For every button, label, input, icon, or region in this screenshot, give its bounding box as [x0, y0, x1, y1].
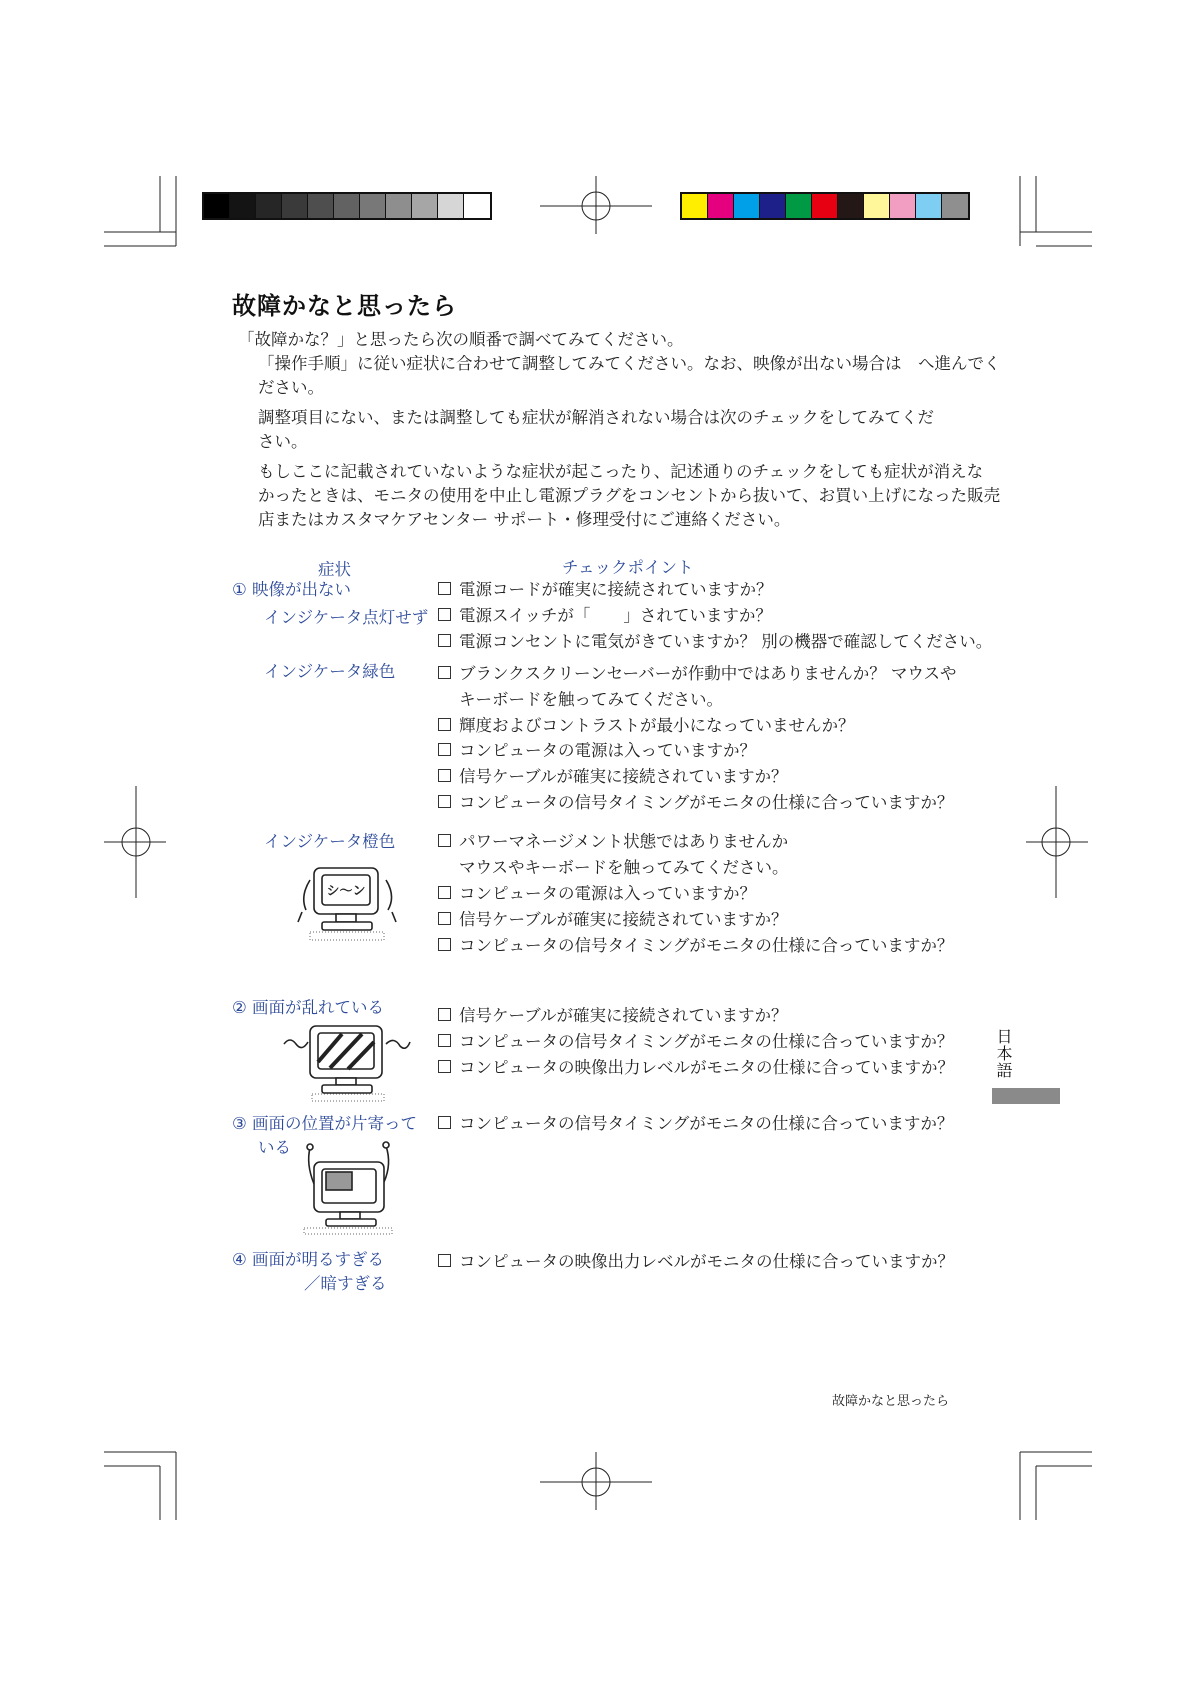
symptom-4-number: ④: [232, 1250, 247, 1269]
intro-para3-line2: かったときは、モニタの使用を中止し電源プラグをコンセントから抜いて、お買い上げになった販売: [258, 486, 1001, 505]
intro-para1-line1: 「操作手順」に従い症状に合わせて調整してみてください。なお、映像が出ない場合は へ進んでく: [258, 354, 1001, 373]
process-color-bar: [680, 192, 970, 220]
color-swatch: [942, 194, 968, 218]
symptom-3-text-continued: いる: [258, 1138, 291, 1157]
symptom-1-title: [232, 578, 351, 602]
check-item: [438, 604, 772, 628]
check-text: パワーマネージメント状態ではありませんか: [459, 832, 789, 851]
checkbox-icon: [438, 795, 451, 808]
symptom-2-title: [232, 996, 384, 1020]
symptom-1-number: ①: [232, 580, 247, 599]
check-text: キーボードを触ってみてください。: [459, 690, 723, 709]
check-item: [438, 662, 956, 686]
symptom-3-number: ③: [232, 1114, 247, 1133]
gray-swatch: [412, 194, 438, 218]
check-text: コンピュータの信号タイミングがモニタの仕様に合っていますか？: [459, 1114, 954, 1133]
intro-para2-line1: 調整項目にない、または調整しても症状が解消されない場合は次のチェックをしてみてくだ: [258, 408, 935, 427]
color-swatch: [890, 194, 916, 218]
checkbox-icon: [438, 834, 451, 847]
check-text: 電源スイッチが「 」されていますか？: [459, 606, 772, 625]
checkbox-icon: [438, 769, 451, 782]
check-item: [438, 908, 788, 932]
check-item: [438, 1004, 788, 1028]
check-item-continued: [459, 688, 723, 712]
checkbox-icon: [438, 1034, 451, 1047]
check-item: [438, 791, 953, 815]
page-title: 故障かなと思ったら: [232, 292, 457, 320]
symptom-2-number: ②: [232, 998, 247, 1017]
header-checkpoint: チェックポイント: [562, 558, 694, 577]
monitor-no-signal-illustration: [292, 862, 404, 944]
check-text: コンピュータの信号タイミングがモニタの仕様に合っていますか？: [459, 936, 954, 955]
symptom-1c-label: インジケータ橙色: [264, 832, 396, 851]
check-text: 輝度およびコントラストが最小になっていませんか？: [459, 716, 855, 735]
gray-swatch: [204, 194, 230, 218]
language-tab-bar: [992, 1088, 1060, 1104]
check-text: 電源コンセントに電気がきていますか？ 別の機器で確認してください。: [459, 632, 993, 651]
symptom-3-title: [232, 1112, 417, 1136]
checkbox-icon: [438, 1008, 451, 1021]
check-text: ブランクスクリーンセーバーが作動中ではありませんか？ マウスや: [459, 664, 957, 683]
checkbox-icon: [438, 1060, 451, 1073]
check-text: 信号ケーブルが確実に接続されていますか？: [459, 767, 788, 786]
check-item: [438, 1030, 953, 1054]
check-text: マウスやキーボードを触ってみてください。: [459, 858, 789, 877]
color-swatch: [786, 194, 812, 218]
gray-color-bar: [202, 192, 492, 220]
symptom-3-text: 画面の位置が片寄って: [252, 1114, 418, 1133]
check-item: [438, 630, 992, 654]
intro-line: 「故障かな？」と思ったら次の順番で調べてみてください。: [238, 330, 684, 349]
checkbox-icon: [438, 1254, 451, 1267]
color-swatch: [760, 194, 786, 218]
symptom-2-text: 画面が乱れている: [252, 998, 385, 1017]
check-item: [438, 1056, 954, 1080]
gray-swatch: [464, 194, 490, 218]
check-text: コンピュータの電源は入っていますか？: [459, 884, 756, 903]
gray-swatch: [438, 194, 464, 218]
color-swatch: [812, 194, 838, 218]
intro-para2-line2: さい。: [258, 432, 308, 451]
check-item: [438, 1112, 953, 1136]
gray-swatch: [334, 194, 360, 218]
monitor-screen-text: シ〜ン: [326, 884, 366, 899]
gray-swatch: [256, 194, 282, 218]
check-text: コンピュータの信号タイミングがモニタの仕様に合っていますか？: [459, 1032, 954, 1051]
symptom-4-text: 画面が明るすぎる: [252, 1250, 385, 1269]
gray-swatch: [230, 194, 256, 218]
checkbox-icon: [438, 608, 451, 621]
symptom-1a-label: インジケータ点灯せず: [264, 608, 429, 627]
checkbox-icon: [438, 582, 451, 595]
gray-swatch: [282, 194, 308, 218]
color-swatch: [682, 194, 708, 218]
check-text: コンピュータの映像出力レベルがモニタの仕様に合っていますか？: [459, 1252, 954, 1271]
checkbox-icon: [438, 634, 451, 647]
check-item-continued: [459, 856, 789, 880]
check-item: [438, 714, 855, 738]
checkbox-icon: [438, 1116, 451, 1129]
check-item: [438, 1250, 954, 1274]
checkbox-icon: [438, 743, 451, 756]
gray-swatch: [386, 194, 412, 218]
checkbox-icon: [438, 912, 451, 925]
check-text: コンピュータの映像出力レベルがモニタの仕様に合っていますか？: [459, 1058, 954, 1077]
check-item: [438, 578, 773, 602]
gray-swatch: [360, 194, 386, 218]
language-tab: 日本語: [994, 1028, 1013, 1079]
gray-swatch: [308, 194, 334, 218]
check-item: [438, 882, 756, 906]
color-swatch: [708, 194, 734, 218]
monitor-offset-illustration: [300, 1140, 400, 1236]
symptom-4-text-continued: ／暗すぎる: [304, 1274, 387, 1293]
check-text: コンピュータの信号タイミングがモニタの仕様に合っていますか？: [459, 793, 954, 812]
symptom-4-title: [232, 1248, 384, 1272]
check-item: [438, 830, 788, 854]
monitor-distorted-illustration: [282, 1022, 412, 1104]
color-swatch: [734, 194, 760, 218]
color-swatch: [864, 194, 890, 218]
check-text: 信号ケーブルが確実に接続されていますか？: [459, 1006, 788, 1025]
check-item: [438, 934, 953, 958]
checkbox-icon: [438, 886, 451, 899]
checkbox-icon: [438, 666, 451, 679]
symptom-1-text: 映像が出ない: [252, 580, 352, 599]
header-symptom: 症状: [318, 560, 351, 579]
intro-para1-line2: ださい。: [258, 378, 324, 397]
check-item: [438, 739, 756, 763]
check-text: 電源コードが確実に接続されていますか？: [459, 580, 773, 599]
page-footer: 故障かなと思ったら: [832, 1394, 950, 1409]
color-swatch: [916, 194, 942, 218]
symptom-1b-label: インジケータ緑色: [264, 662, 396, 681]
check-text: 信号ケーブルが確実に接続されていますか？: [459, 910, 788, 929]
checkbox-icon: [438, 718, 451, 731]
intro-para3-line1: もしここに記載されていないような症状が起こったり、記述通りのチェックをしても症状が消えな: [258, 462, 984, 481]
intro-para3-line3: 店またはカスタマケアセンター サポート・修理受付にご連絡ください。: [258, 510, 791, 529]
check-item: [438, 765, 788, 789]
check-text: コンピュータの電源は入っていますか？: [459, 741, 756, 760]
color-swatch: [838, 194, 864, 218]
checkbox-icon: [438, 938, 451, 951]
